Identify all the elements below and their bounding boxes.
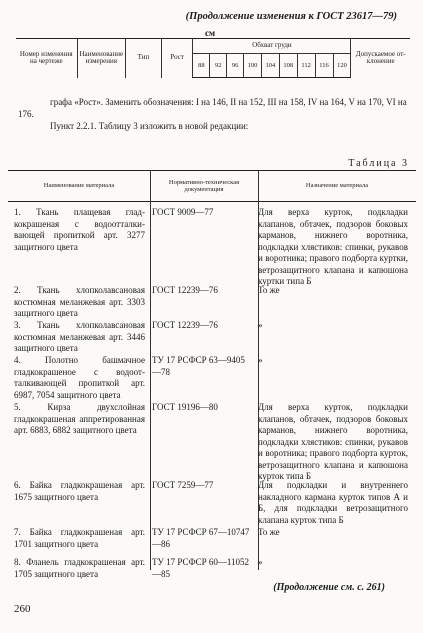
header-purpose: Назначение материала [305,182,369,190]
table3-divider [150,170,151,570]
row3-doc: ГОСТ 12239—76 [152,320,218,330]
size-table [16,38,410,78]
header-docs: Нормативно-техническая документация [168,178,240,193]
row1-purpose: Для верха курток, подкладки клапанов, обтачек, подзоров боковых карманов, нижнего воротника, подкладки хлястиков: спинки, рукавов и воротника; правого подборта куртки, ветрозащитного клапана и капюшона куртки типа Б [258,207,408,286]
col-number-header: Номер изменения на чертеже [16,39,77,78]
size-cell: 96 [227,54,244,78]
row4-purpose: » [258,355,263,365]
col-chest-header: Обхват груди [193,39,351,54]
size-cell: 108 [279,54,297,78]
size-cell: 120 [333,54,351,78]
row8-purpose: » [258,557,263,567]
page-number: 260 [14,603,31,615]
row8-doc: ТУ 17 РСФСР 60—11052—85 [152,557,250,579]
table3-header [8,170,416,202]
row5-doc: ГОСТ 19196—80 [152,402,218,412]
row6-material: 6. Байка гладкокрашеная арт. 1675 защитного цвета [14,480,145,502]
row7-purpose: То же [258,527,280,537]
paragraph-item-2-2-1: Пункт 2.2.1. Таблицу 3 изложить в новой редакции: [50,121,249,131]
size-cell: 112 [297,54,315,78]
row2-material: 2. Ткань хлопколавсановая костюмная меланжевая арт. 3303 защитного цвета [14,285,145,318]
row1-material: 1. Ткань плащевая гладкокрашеная с водоотталкивающей пропиткой арт. 3277 защитного цвета [14,207,145,252]
size-cell: 116 [315,54,333,78]
header-note: (Продолжение изменения к ГОСТ 23617—79) [185,11,397,22]
col-name-header: Наименование измерения [77,39,125,78]
col-tolerance-header: Допускаемое отклонение [351,39,410,78]
row5-material: 5. Кирза двухслойная гладкокрашеная аппретированная арт. 6883, 6882 защитного цвета [14,402,145,435]
row3-purpose: » [258,320,263,330]
row6-purpose: Для подкладки и внутреннего накладного кармана курток типов А и Б, для подкладки ветрозащитного клапана курток типа Б [258,480,408,525]
col-height-header: Рост [161,39,193,78]
row2-doc: ГОСТ 12239—76 [152,285,218,295]
row3-material: 3. Ткань хлопколавсановая костюмная меланжевая арт. 3446 защитного цвета [14,320,145,353]
size-cell: 92 [210,54,227,78]
row7-doc: ТУ 17 РСФСР 67—10747—86 [152,527,250,549]
row4-material: 4. Полотно башмачное гладкокрашеное с водоотталкивающей пропиткой арт. 6987, 7054 защитного цвета [14,355,145,400]
row6-doc: ГОСТ 7259—77 [152,480,214,490]
row5-purpose: Для верха курток, подкладки клапанов, обтачек, подзоров боковых карманов, нижнего воротника, подкладки хлястиков: спинки, рукавов и воротника; правого подборта курток, ветрозащитного клапана и капюшона курток типа Б [258,402,408,481]
row7-material: 7. Байка гладкокрашеная арт. 1701 защитного цвета [14,527,145,549]
col-type-header: Тип [126,39,162,78]
header-material: Наименование материала [43,182,115,190]
size-cell: 100 [243,54,261,78]
size-cell: 104 [261,54,279,78]
continuation-note: (Продолжение см. с. 261) [273,582,385,593]
paragraph-height-column: графа «Рост». Заменить обозначения: I на 146, II на 152, III на 158, IV на 164, V на 170, VI на 176. [18,97,407,119]
row2-purpose: То же [258,285,280,295]
row1-doc: ГОСТ 9009—77 [152,207,214,217]
size-cell: 88 [193,54,210,78]
table-title: Таблица 3 [348,158,409,169]
row4-doc: ТУ 17 РСФСР 63—9405—78 [152,355,245,377]
unit-label: см [205,28,216,38]
row8-material: 8. Фланель гладкокрашеная арт. 1705 защитного цвета [14,557,145,579]
